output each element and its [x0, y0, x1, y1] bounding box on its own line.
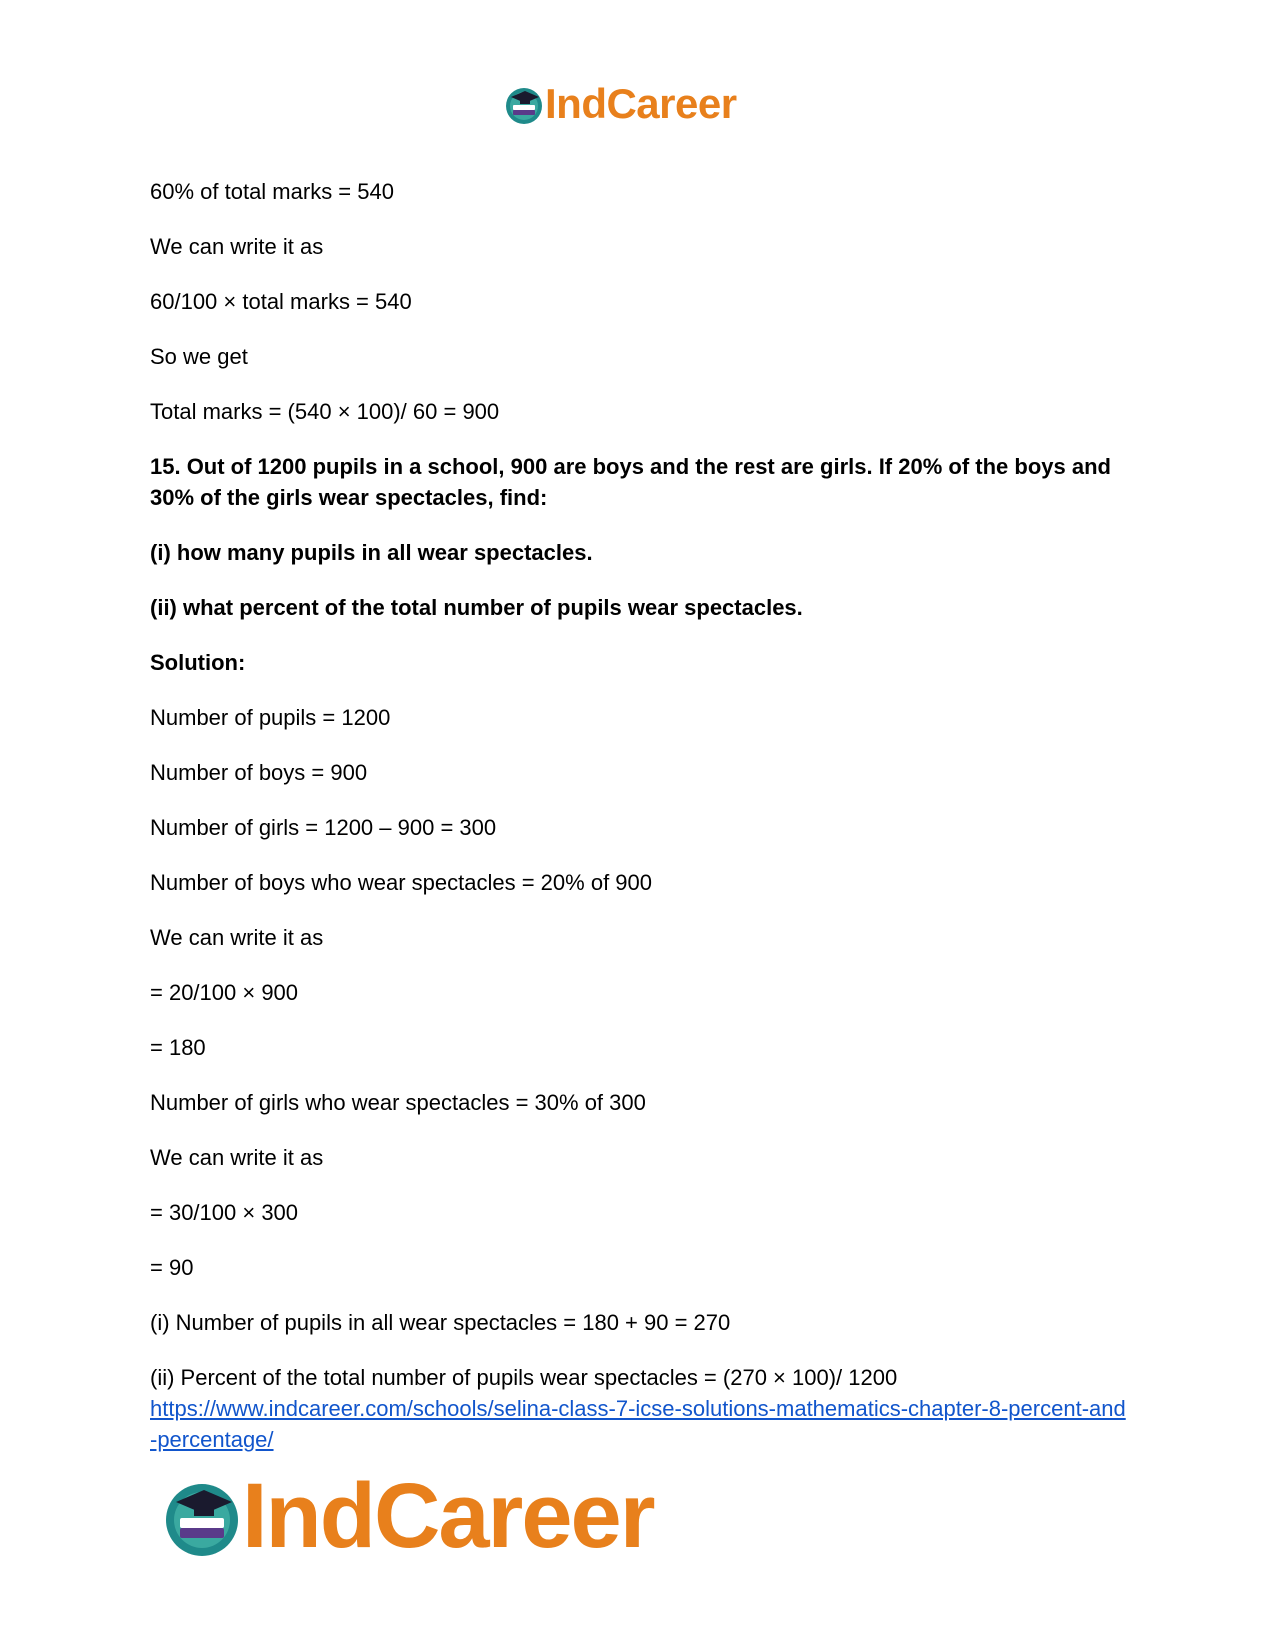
footer-logo-text: IndCareer	[242, 1465, 654, 1567]
body-line: Total marks = (540 × 100)/ 60 = 900	[150, 399, 500, 424]
graduation-cap-globe-icon	[160, 1474, 244, 1558]
body-line: = 180	[150, 1035, 206, 1060]
footer-logo	[160, 1465, 654, 1567]
body-line: Number of girls = 1200 – 900 = 300	[150, 815, 497, 840]
body-line: Number of girls who wear spectacles = 30% of 300	[150, 1090, 646, 1115]
body-line: = 20/100 × 900	[150, 980, 299, 1005]
body-line: 60/100 × total marks = 540	[150, 289, 412, 314]
source-link[interactable]: https://www.indcareer.com/schools/selina-class-7-icse-solutions-mathematics-chapter-8-percent-and-percentage/	[150, 1396, 1126, 1452]
body-line: Number of boys who wear spectacles = 20% of 900	[150, 870, 652, 895]
body-line: (ii) Percent of the total number of pupils wear spectacles = (270 × 100)/ 1200	[150, 1365, 898, 1390]
body-line: = 90	[150, 1255, 194, 1280]
body-line: We can write it as	[150, 234, 324, 259]
final-answer-block	[150, 1362, 1130, 1455]
document-body	[150, 176, 1130, 1455]
question-text: 15. Out of 1200 pupils in a school, 900 are boys and the rest are girls. If 20% of the boys and 30% of the girls wear spectacles, find:	[150, 454, 1111, 510]
body-line: 60% of total marks = 540	[150, 179, 394, 204]
body-line: (i) Number of pupils in all wear spectacles = 180 + 90 = 270	[150, 1310, 731, 1335]
graduation-cap-globe-icon	[503, 83, 545, 125]
header-logo-text: IndCareer	[545, 80, 737, 127]
body-line: = 30/100 × 300	[150, 1200, 299, 1225]
body-line: We can write it as	[150, 1145, 324, 1170]
body-line: We can write it as	[150, 925, 324, 950]
question-text: (i) how many pupils in all wear spectacles.	[150, 540, 593, 565]
body-line: Number of pupils = 1200	[150, 705, 391, 730]
header-logo	[503, 80, 737, 128]
question-text: Solution:	[150, 650, 246, 675]
body-line: Number of boys = 900	[150, 760, 368, 785]
body-line: So we get	[150, 344, 248, 369]
question-text: (ii) what percent of the total number of pupils wear spectacles.	[150, 595, 803, 620]
